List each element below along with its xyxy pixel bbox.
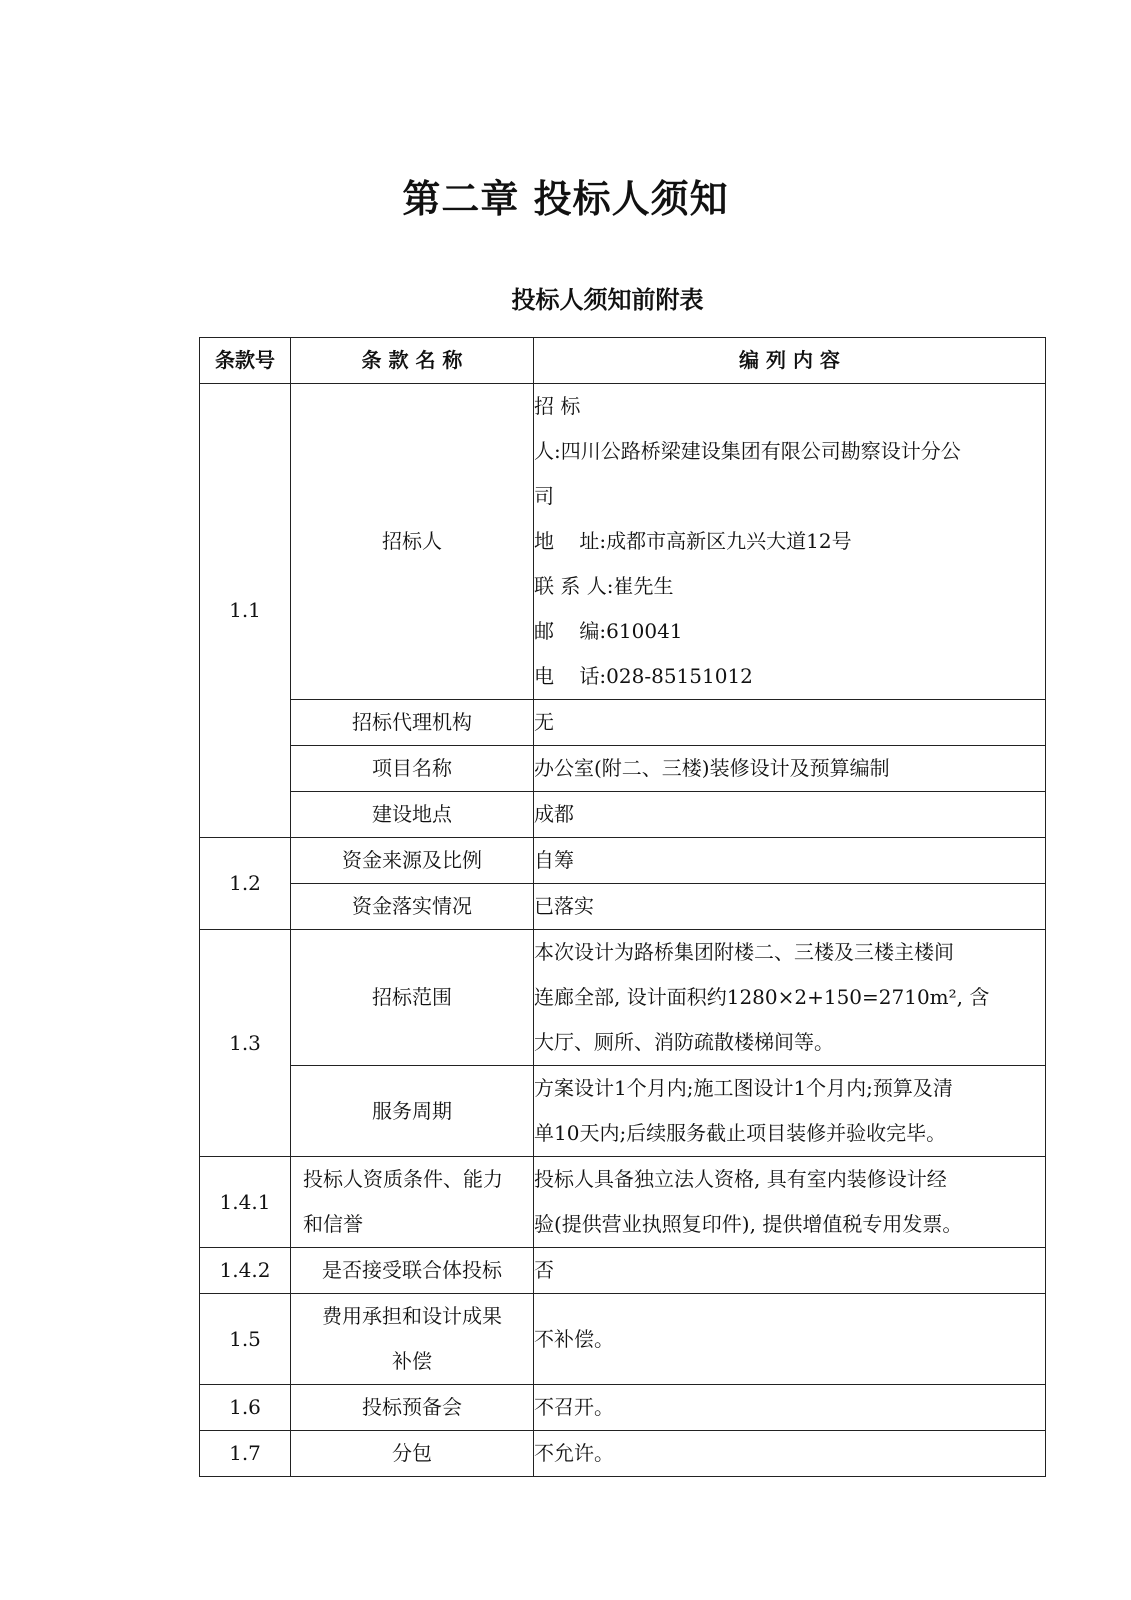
table-row [200,1066,1046,1157]
clause-number: 1.7 [200,1431,291,1477]
clause-name: 项目名称 [291,746,534,792]
clause-content [534,930,1046,1066]
clause-content [534,1157,1046,1248]
clause-content [534,1066,1046,1157]
clause-number: 1.1 [200,384,291,838]
clause-name: 招标范围 [291,930,534,1066]
clause-content: 不召开。 [534,1385,1046,1431]
table-row [200,1248,1046,1294]
content-line: 地 址:成都市高新区九兴大道12号 [534,529,852,553]
clause-content [534,384,1046,700]
clause-number: 1.4.2 [200,1248,291,1294]
clause-name: 资金来源及比例 [291,838,534,884]
clause-number: 1.6 [200,1385,291,1431]
clause-name: 投标预备会 [291,1385,534,1431]
table-row [200,700,1046,746]
table-row [200,884,1046,930]
name-line: 补偿 [392,1349,432,1373]
content-line: 连廊全部, 设计面积约1280×2+150=2710m², 含 [534,985,990,1009]
bidder-notice-table [199,337,1046,1477]
content-line: 人:四川公路桥梁建设集团有限公司勘察设计分公 [534,439,961,463]
clause-content: 办公室(附二、三楼)装修设计及预算编制 [534,746,1046,792]
clause-content: 无 [534,700,1046,746]
table-row [200,1157,1046,1248]
content-line: 方案设计1个月内;施工图设计1个月内;预算及清 [534,1076,953,1100]
clause-name [291,1294,534,1385]
content-line: 邮 编:610041 [534,619,683,643]
name-line: 费用承担和设计成果 [322,1304,502,1328]
table-row [200,1294,1046,1385]
clause-content: 不允许。 [534,1431,1046,1477]
name-line: 投标人资质条件、能力 [303,1167,503,1191]
clause-number: 1.3 [200,930,291,1157]
content-line: 投标人具备独立法人资格, 具有室内装修设计经 [534,1167,947,1191]
content-line: 验(提供营业执照复印件), 提供增值税专用发票。 [534,1212,963,1236]
table-row [200,792,1046,838]
clause-name [291,1157,534,1248]
content-line: 单10天内;后续服务截止项目装修并验收完毕。 [534,1121,947,1145]
table-row [200,746,1046,792]
clause-name: 分包 [291,1431,534,1477]
clause-name: 服务周期 [291,1066,534,1157]
content-line: 联 系 人:崔先生 [534,574,674,598]
header-content: 编 列 内 容 [534,338,1046,384]
content-line: 招 标 [534,394,581,418]
clause-content: 成都 [534,792,1046,838]
header-clause-number: 条款号 [200,338,291,384]
table-row [200,384,1046,700]
clause-content: 已落实 [534,884,1046,930]
header-row [200,338,1046,384]
content-line: 本次设计为路桥集团附楼二、三楼及三楼主楼间 [534,940,954,964]
content-line: 电 话:028-85151012 [534,664,753,688]
table-title: 投标人须知前附表 [511,286,704,314]
table-row [200,930,1046,1066]
content-line: 大厅、厕所、消防疏散楼梯间等。 [534,1030,834,1054]
content-line: 司 [534,484,554,508]
header-clause-name: 条 款 名 称 [291,338,534,384]
clause-number: 1.5 [200,1294,291,1385]
clause-content: 自筹 [534,838,1046,884]
name-line: 和信誉 [303,1212,363,1236]
table-row [200,1385,1046,1431]
clause-number: 1.4.1 [200,1157,291,1248]
clause-name: 招标代理机构 [291,700,534,746]
clause-name: 资金落实情况 [291,884,534,930]
table-row [200,1431,1046,1477]
chapter-title: 第二章 投标人须知 [402,177,729,221]
clause-number: 1.2 [200,838,291,930]
clause-content: 否 [534,1248,1046,1294]
table-row [200,838,1046,884]
clause-name: 是否接受联合体投标 [291,1248,534,1294]
clause-content: 不补偿。 [534,1294,1046,1385]
clause-name: 招标人 [291,384,534,700]
clause-name: 建设地点 [291,792,534,838]
